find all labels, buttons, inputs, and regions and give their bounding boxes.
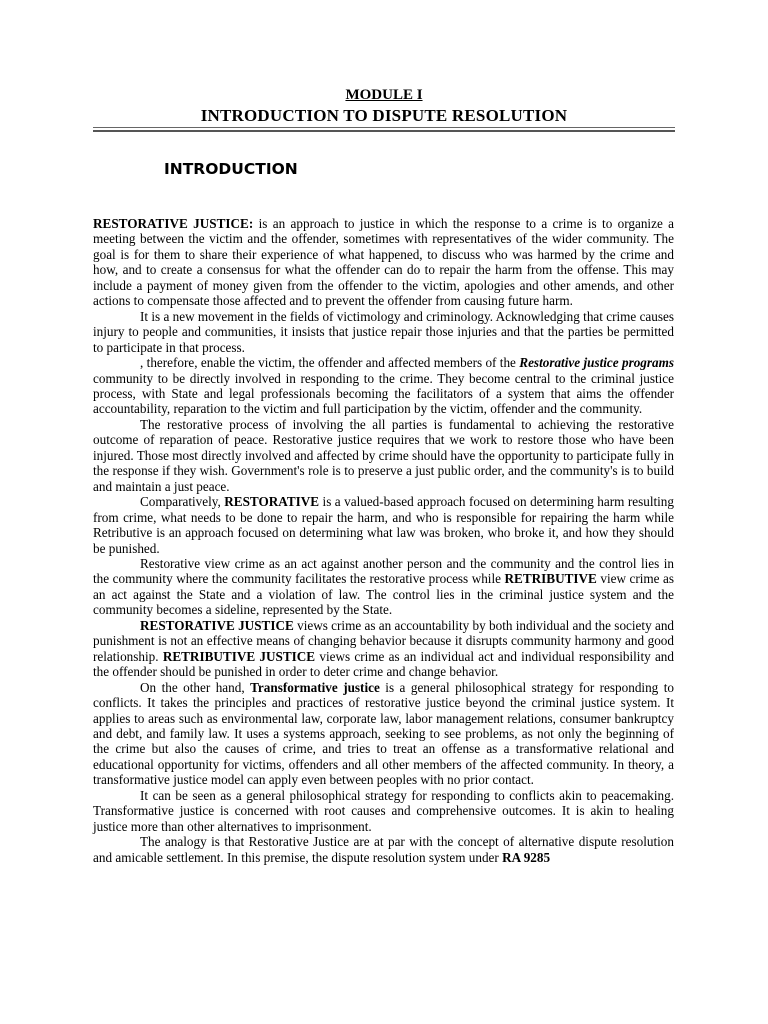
- term-restorative-justice: RESTORATIVE JUSTICE: [140, 617, 294, 633]
- paragraph-text: Restorative view crime as an act against another person and the community and the control lies in the community where the community facilitates the restorative process while: [93, 555, 674, 587]
- paragraph-restorative-process: [93, 417, 674, 494]
- paragraph-text: Comparatively,: [140, 494, 225, 510]
- paragraph-new-movement: [93, 309, 674, 355]
- paragraph-restorative-programs: [93, 355, 674, 417]
- paragraph-restorative-vs-retributive: [93, 618, 674, 680]
- paragraph-analogy: [93, 834, 674, 865]
- section-heading: INTRODUCTION: [164, 160, 298, 178]
- title-rule-thick: [93, 130, 675, 132]
- term-ra-9285: RA 9285: [502, 849, 551, 865]
- paragraph-text: community to be directly involved in responding to the crime. They become central to the criminal justice process, with State and legal professionals becoming the facilitators of a system that aims the offender accountability, reparation to the victim and full participation by the victim, offender and the community.: [93, 370, 674, 417]
- paragraph-text: views crime as an individual act and individual responsibility and the offender should be punished in order to deter crime and change behavior.: [93, 648, 674, 680]
- term-retributive: RETRIBUTIVE: [504, 571, 597, 587]
- paragraph-restorative-justice-definition: [93, 216, 674, 309]
- term-restorative: RESTORATIVE: [224, 494, 320, 510]
- paragraph-text: The restorative process of involving the all parties is fundamental to achieving the restorative outcome of reparation of peace. Restorative justice requires that we work to restore those who have been injured. Those most directly involved and affected by crime should have the opportunity to participate fully in the response if they wish. Government's role is to preserve a just public order, and the community's is to build and maintain a just peace.: [93, 416, 674, 494]
- paragraph-text: is an approach to justice in which the response to a crime is to organize a meeting between the victim and the offender, sometimes with representatives of the wider community. The goal is for them to share their experience of what happened, to discuss who was harmed by the crime and how, and to create a consensus for what the offender can do to repair the harm from the offense. This may include a payment of money given from the offender to the victim, apologies and other amends, and other actions to compensate those affected and to prevent the offender from causing future harm.: [93, 216, 675, 309]
- paragraph-text: The analogy is that Restorative Justice are at par with the concept of alternative dispute resolution and amicable settlement. In this premise, the dispute resolution system under: [93, 834, 674, 865]
- module-title: INTRODUCTION TO DISPUTE RESOLUTION: [200, 106, 568, 125]
- term-restorative-justice: RESTORATIVE JUSTICE:: [93, 216, 254, 231]
- paragraph-comparatively: [93, 494, 674, 556]
- term-restorative-justice-programs: Restorative justice programs: [519, 355, 674, 371]
- paragraph-text: On the other hand,: [140, 679, 251, 695]
- paragraph-text: is a general philosophical strategy for responding to conflicts. It takes the principles and practices of restorative justice beyond the criminal justice system. It applies to areas such as environmental law, corporate law, labor management relations, consumer bankruptcy and debt, and family law. It uses a systems approach, seeking to see problems, as not only the beginning of the crime but also the causes of crime, and tries to treat an offense as a transformative relational and educational opportunity for victims, offenders and all other members of the affected community. In theory, a transformative justice model can apply even between peoples with no prior contact.: [93, 679, 674, 788]
- paragraph-text: view crime as an act against the State and a violation of law. The control lies in the criminal justice system and the community becomes a sideline, represented by the State.: [93, 571, 674, 618]
- term-transformative-justice: Transformative justice: [250, 679, 380, 695]
- module-label: MODULE I: [345, 87, 423, 103]
- paragraph-transformative-justice: [93, 680, 674, 788]
- paragraph-text: , therefore, enable the victim, the offender and affected members of the: [140, 355, 520, 371]
- paragraph-text: is a valued-based approach focused on determining harm resulting from crime, what needs to be done to repair the harm, and who is responsible for repairing the harm while Retributive is an approach focused on determining what law was broken, who broke it, and how they should be punished.: [93, 494, 674, 556]
- paragraph-text: It can be seen as a general philosophical strategy for responding to conflicts akin to peacemaking. Transformative justice is concerned with root causes and comprehensive outcomes. It is akin to healing justice more than other alternatives to imprisonment.: [93, 787, 674, 834]
- body-text: [93, 216, 674, 865]
- paragraph-philosophical-strategy: [93, 788, 674, 834]
- paragraph-text: It is a new movement in the fields of victimology and criminology. Acknowledging that crime causes injury to people and communities, it insists that justice repair those injuries and that the parties be permitted to participate in that process.: [93, 308, 674, 355]
- paragraph-restorative-view: [93, 556, 674, 618]
- title-rule-thin: [93, 127, 675, 128]
- term-retributive-justice: RETRIBUTIVE JUSTICE: [162, 648, 316, 664]
- paragraph-text: views crime as an accountability by both individual and the society and punishment is not an effective means of changing behavior because it disrupts community harmony and good relationship.: [93, 617, 675, 664]
